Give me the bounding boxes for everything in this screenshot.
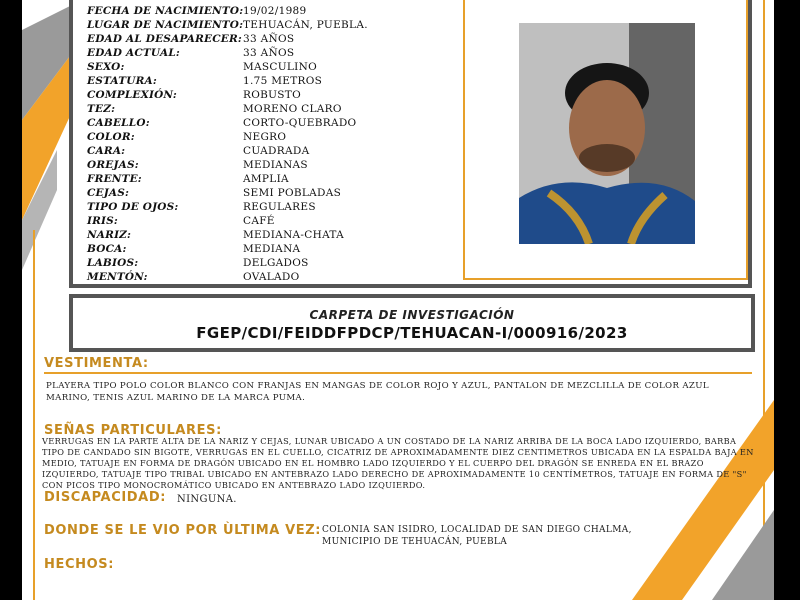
field-value: SEMI POBLADAS <box>243 187 342 199</box>
field-value: MEDIANA-CHATA <box>243 229 344 241</box>
field-value: REGULARES <box>243 201 316 213</box>
field-value: NEGRO <box>243 131 287 143</box>
field-value: 33 AÑOS <box>243 47 295 59</box>
field-label: LABIOS: <box>87 257 139 269</box>
field-value: MEDIANAS <box>243 159 308 171</box>
vestimenta-text: PLAYERA TIPO POLO COLOR BLANCO CON FRANJAS EN MANGAS DE COLOR ROJO Y AZUL, PANTALON DE MEZCLILLA DE COLOR AZUL MARINO, TENIS AZUL MARINO DE LA MARCA PUMA. <box>46 381 709 403</box>
field-label: COLOR: <box>87 131 135 143</box>
field-label: FRENTE: <box>87 173 142 185</box>
field-label: ESTATURA: <box>87 75 157 87</box>
field-label: CARA: <box>87 145 126 157</box>
field-label: MENTÓN: <box>87 271 148 283</box>
photo-illustration <box>519 23 695 244</box>
field-label: CEJAS: <box>87 187 130 199</box>
field-value: CUADRADA <box>243 145 310 157</box>
vestimenta-underline <box>44 372 752 374</box>
senas-particulares-text: VERRUGAS EN LA PARTE ALTA DE LA NARIZ Y CEJAS, LUNAR UBICADO A UN COSTADO DE LA NARIZ ARRIBA DE LA BOCA LADO IZQUIERDO, BARBA TIPO DE CANDADO SIN BIGOTE, VERRUGAS EN EL CUELLO, CICATRIZ DE APROXIMADAMENTE DIEZ CENTIMETROS UBICADA EN LA ESPALDA BAJA EN MEDIO, TATUAJE EN FORMA DE DRAGÓN UBICADO EN EL HOMBRO LADO IZQUIERDO Y EL CUERPO DEL DRAGÓN SE ENREDA EN EL BRAZO IZQUIERDO, TATUAJE TIPO TRIBAL UBICADO EN ANTEBRAZO LADO DERECHO DE APROXIMADAMENTE 10 CENTÍMETROS, TATUAJE EN FORMA DE "S" CON PICOS TIPO MONOCROMÁTICO UBICADO EN ANTEBRAZO LADO IZQUIERDO. <box>42 436 754 490</box>
field-value: MEDIANA <box>243 243 301 255</box>
field-label: CABELLO: <box>87 117 150 129</box>
field-label: EDAD ACTUAL: <box>87 47 180 59</box>
field-value: MASCULINO <box>243 61 318 73</box>
field-value: DELGADOS <box>243 257 309 269</box>
field-label: BOCA: <box>87 243 127 255</box>
discapacidad-value: NINGUNA. <box>177 494 237 505</box>
hechos-title: HECHOS: <box>44 557 114 572</box>
person-photo <box>519 23 695 244</box>
field-label: LUGAR DE NACIMIENTO: <box>87 19 244 31</box>
field-label: OREJAS: <box>87 159 139 171</box>
carpeta-investigacion-box <box>69 294 755 352</box>
ultima-vez-title: DONDE SE LE VIO POR ÙLTIMA VEZ: <box>44 523 322 538</box>
field-value: 33 AÑOS <box>243 33 295 45</box>
field-value: OVALADO <box>243 271 300 283</box>
field-value: CORTO-QUEBRADO <box>243 117 357 129</box>
field-label: COMPLEXIÓN: <box>87 89 177 101</box>
personal-info-panel <box>69 0 752 288</box>
field-value: 1.75 METROS <box>243 75 323 87</box>
field-value: 19/02/1989 <box>243 5 307 17</box>
field-label: TEZ: <box>87 103 116 115</box>
field-value: CAFÉ <box>243 215 275 227</box>
field-value: MORENO CLARO <box>243 103 342 115</box>
field-value: TEHUACÁN, PUEBLA. <box>243 19 368 31</box>
missing-person-poster <box>22 0 774 600</box>
senas-particulares-title: SEÑAS PARTICULARES: <box>44 423 222 438</box>
field-label: IRIS: <box>87 215 119 227</box>
carpeta-number: FGEP/CDI/FEIDDFPDCP/TEHUACAN-I/000916/2023 <box>196 324 628 342</box>
field-label: EDAD AL DESAPARECER: <box>87 33 243 45</box>
field-label: TIPO DE OJOS: <box>87 201 179 213</box>
field-label: SEXO: <box>87 61 125 73</box>
discapacidad-title: DISCAPACIDAD: <box>44 490 167 505</box>
vestimenta-title: VESTIMENTA: <box>44 356 149 371</box>
field-value: ROBUSTO <box>243 89 301 101</box>
field-label: NARIZ: <box>87 229 132 241</box>
carpeta-title: CARPETA DE INVESTIGACIÓN <box>309 308 515 322</box>
photo-frame <box>463 0 748 280</box>
ultima-vez-line1: COLONIA SAN ISIDRO, LOCALIDAD DE SAN DIEGO CHALMA, <box>322 525 632 535</box>
ultima-vez-line2: MUNICIPIO DE TEHUACÁN, PUEBLA <box>322 537 508 547</box>
field-label: FECHA DE NACIMIENTO: <box>87 5 244 17</box>
field-value: AMPLIA <box>243 173 289 185</box>
